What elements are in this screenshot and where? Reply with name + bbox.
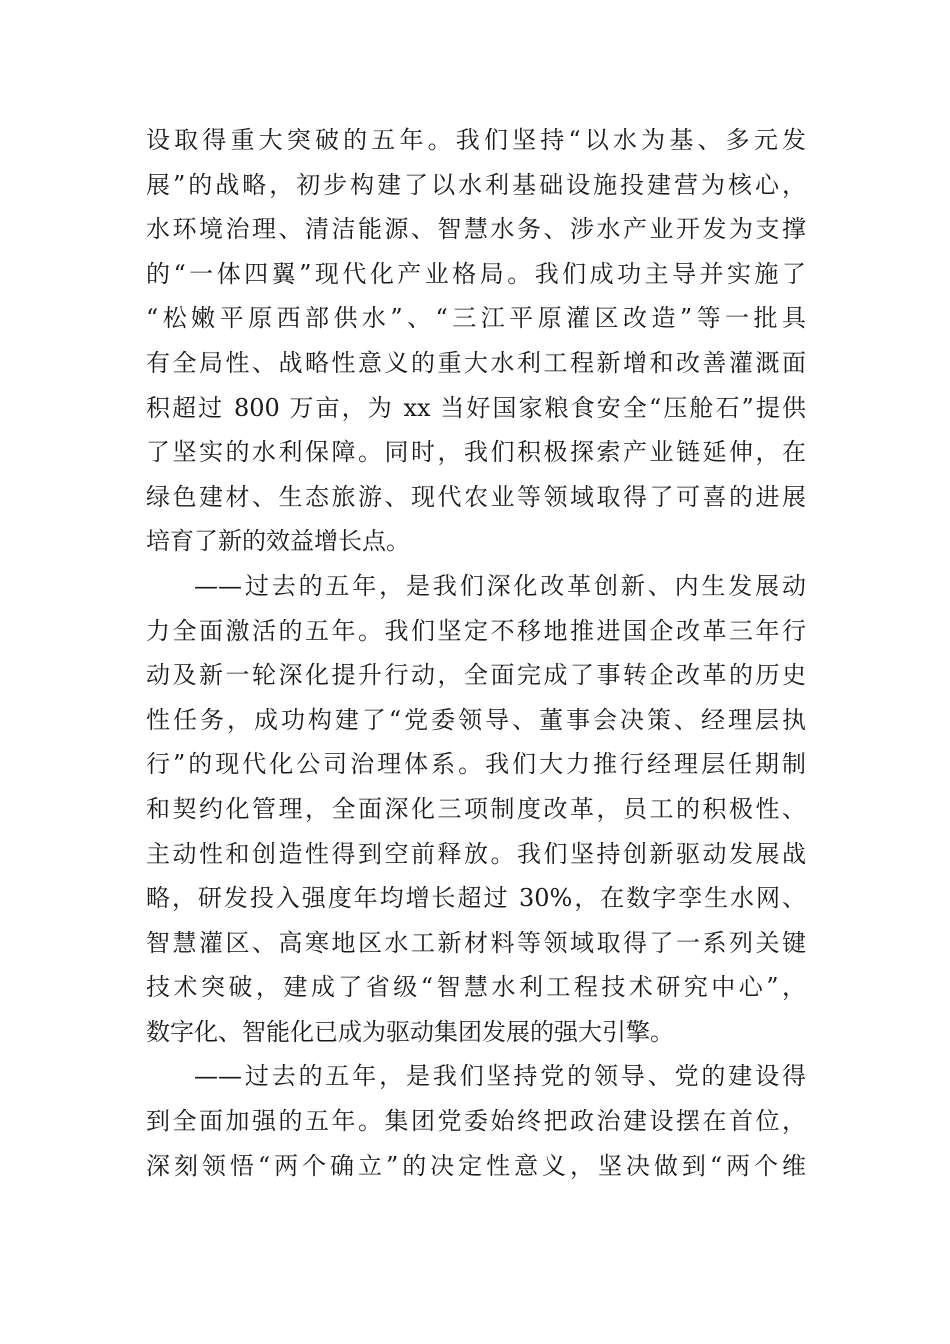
text-line: 主动性和创造性得到空前释放。我们坚持创新驱动发展战 xyxy=(146,839,806,868)
text-line: 和契约化管理，全面深化三项制度改革，员工的积极性、 xyxy=(146,794,806,823)
text-line: 绿色建材、生态旅游、现代农业等领域取得了可喜的进展 xyxy=(146,482,806,511)
text-line: 深刻领悟“两个确立”的决定性意义，坚决做到“两个维 xyxy=(146,1151,806,1180)
text-line: 水环境治理、清洁能源、智慧水务、涉水产业开发为支撑 xyxy=(146,215,806,244)
text-line: 力全面激活的五年。我们坚定不移地推进国企改革三年行 xyxy=(146,616,806,645)
text-line: 动及新一轮深化提升行动，全面完成了事转企改革的历史 xyxy=(146,661,806,690)
paragraph-reform-innovation xyxy=(146,564,806,1055)
paragraph-achievements xyxy=(146,118,806,564)
text-line: 到全面加强的五年。集团党委始终把政治建设摆在首位， xyxy=(146,1107,806,1136)
text-line: 技术突破，建成了省级“智慧水利工程技术研究中心”， xyxy=(146,973,806,1002)
text-line: 智慧灌区、高寒地区水工新材料等领域取得了一系列关键 xyxy=(146,928,806,957)
text-line: 数字化、智能化已成为驱动集团发展的强大引擎。 xyxy=(146,1017,674,1046)
text-line: 有全局性、战略性意义的重大水利工程新增和改善灌溉面 xyxy=(146,348,806,377)
text-line: “松嫩平原西部供水”、“三江平原灌区改造”等一批具 xyxy=(146,304,806,333)
text-line: 的“一体四翼”现代化产业格局。我们成功主导并实施了 xyxy=(146,259,806,288)
text-line: 略，研发投入强度年均增长超过 30%，在数字孪生水网、 xyxy=(146,884,806,913)
text-line: 了坚实的水利保障。同时，我们积极探索产业链延伸，在 xyxy=(146,438,806,467)
text-line: 培育了新的效益增长点。 xyxy=(146,527,410,556)
text-line: 展”的战略，初步构建了以水利基础设施投建营为核心， xyxy=(146,170,806,199)
text-line: 行”的现代化公司治理体系。我们大力推行经理层任期制 xyxy=(146,750,806,779)
text-line: 性任务，成功构建了“党委领导、董事会决策、经理层执 xyxy=(146,705,806,734)
text-line: ——过去的五年，是我们坚持党的领导、党的建设得 xyxy=(194,1062,806,1091)
text-line: ——过去的五年，是我们深化改革创新、内生发展动 xyxy=(194,571,806,600)
body-text xyxy=(146,118,806,1188)
paragraph-party-building xyxy=(146,1054,806,1188)
text-line: 设取得重大突破的五年。我们坚持“以水为基、多元发 xyxy=(146,126,806,154)
text-line: 积超过 800 万亩，为 xx 当好国家粮食安全“压舱石”提供 xyxy=(146,393,806,422)
